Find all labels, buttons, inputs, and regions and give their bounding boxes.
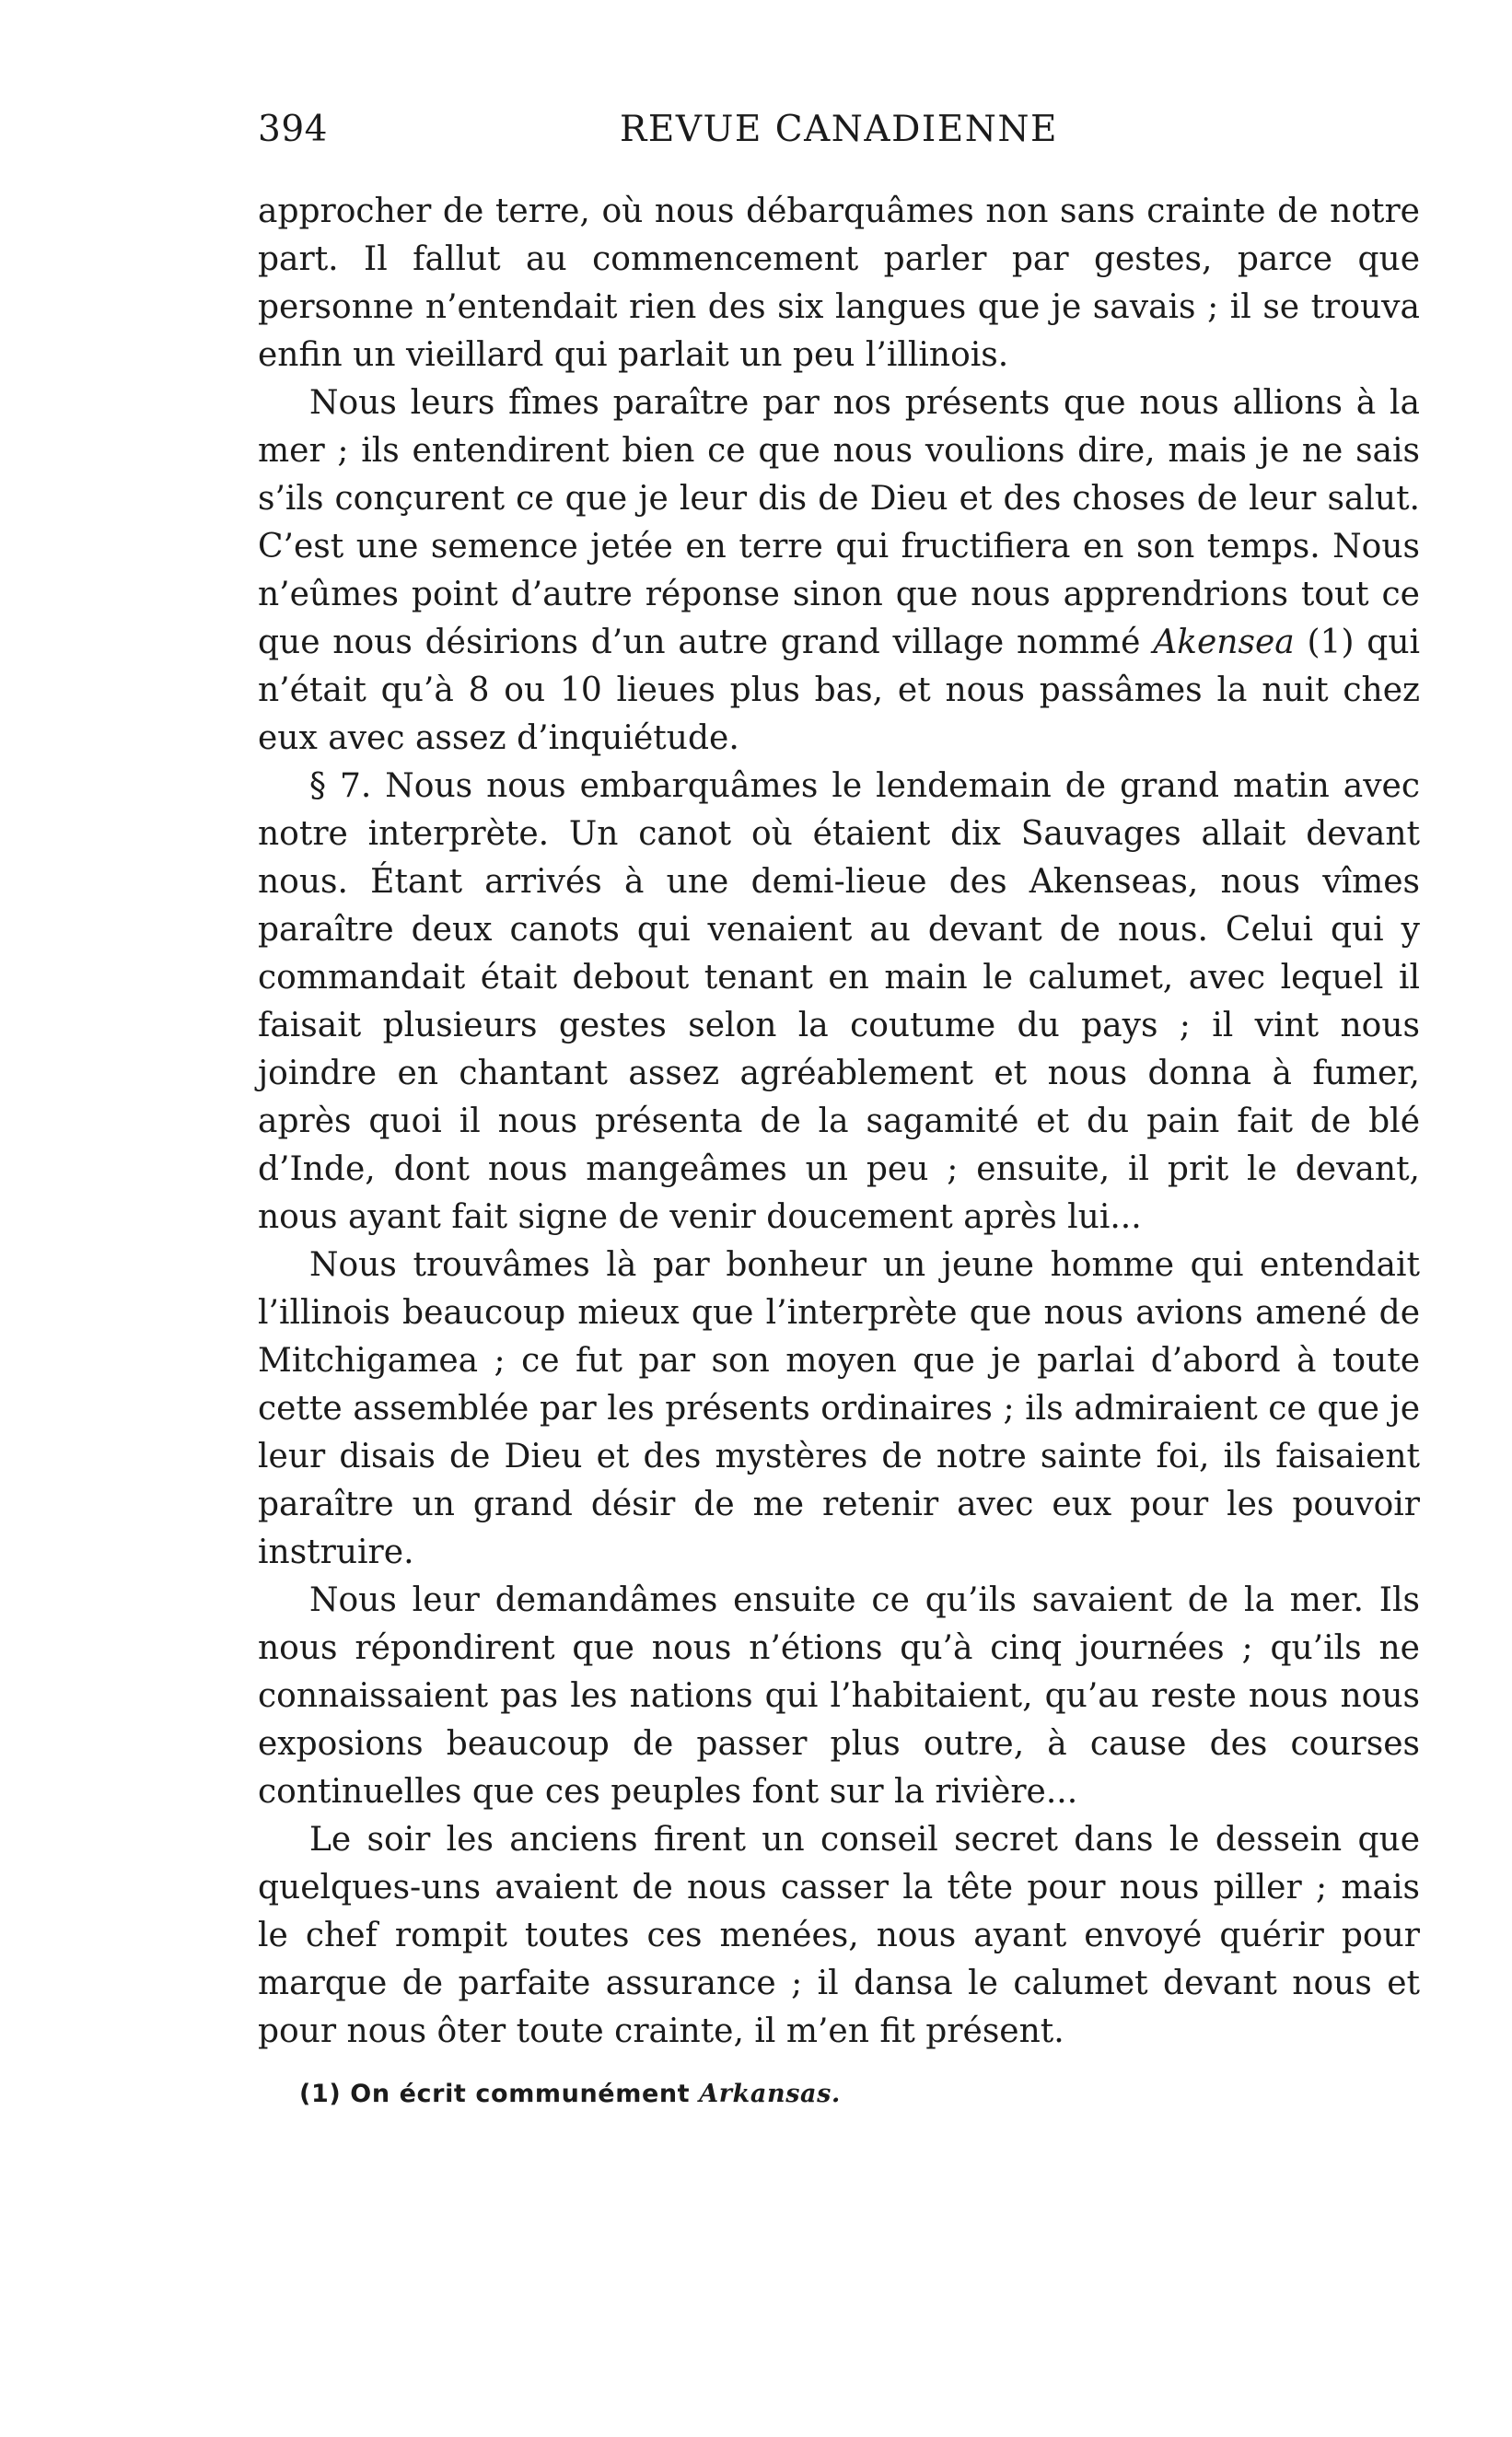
footnote	[299, 2076, 1420, 2113]
paragraph-2-text-after: (1) qui n’était qu’à 8 ou 10 lieues plus bas, et nous passâmes la nuit chez eux avec assez d’inquiétude.	[258, 624, 1421, 757]
footnote-italic-name: Arkansas.	[699, 2080, 841, 2108]
paragraph-5: Nous leur demandâmes ensuite ce qu’ils savaient de la mer. Ils nous répondirent que nous n’étions qu’à cinq journées ; qu’ils ne connaissaient pas les nations qui l’habitaient, qu’au reste nous nous exposions beaucoup de passer plus outre, à cause des courses continuelles que ces peuples font sur la rivière...	[258, 1581, 1420, 1811]
book-page	[258, 109, 1420, 2113]
page-number: 394	[258, 109, 328, 150]
paragraph-4: Nous trouvâmes là par bonheur un jeune homme qui entendait l’illinois beaucoup mieux que l’interprète que nous avions amené de Mitchigamea ; ce fut par son moyen que je parlai d’abord à toute cette assemblée par les présents ordinaires ; ils admiraient ce que je leur disais de Dieu et des mystères de notre sainte foi, ils faisaient paraître un grand désir de me retenir avec eux pour les pouvoir instruire.	[258, 1246, 1420, 1571]
paragraph-2-text-before: Nous leurs fîmes paraître par nos présents que nous allions à la mer ; ils entendirent bien ce que nous voulions dire, mais je ne sais s’ils conçurent ce que je leur dis de Dieu et des choses de leur salut. C’est une semence jetée en terre qui fructifiera en son temps. Nous n’eûmes point d’autre réponse sinon que nous apprendrions tout ce que nous désirions d’un autre grand village nommé	[258, 384, 1420, 661]
paragraph-2-italic-name: Akensea	[1153, 624, 1295, 661]
paragraph-6: Le soir les anciens firent un conseil secret dans le dessein que quelques-uns avaient de nous casser la tête pour nous piller ; mais le chef rompit toutes ces menées, nous ayant envoyé quérir pour marque de parfaite assurance ; il dansa le calumet devant nous et pour nous ôter toute crainte, il m’en fit présent.	[258, 1821, 1420, 2050]
page-header	[258, 109, 1420, 164]
paragraph-3: § 7. Nous nous embarquâmes le lendemain de grand matin avec notre interprète. Un canot où étaient dix Sauvages allait devant nous. Étant arrivés à une demi-lieue des Akenseas, nous vîmes paraître deux canots qui venaient au devant de nous. Celui qui y commandait était debout tenant en main le calumet, avec lequel il faisait plusieurs gestes selon la coutume du pays ; il vint nous joindre en chantant assez agréablement et nous donna à fumer, après quoi il nous présenta de la sagamité et du pain fait de blé d’Inde, dont nous mangeâmes un peu ; ensuite, il prit le devant, nous ayant fait signe de venir doucement après lui...	[258, 767, 1420, 1236]
paragraph-1: approcher de terre, où nous débarquâmes non sans crainte de notre part. Il fallut au commencement parler par gestes, parce que personne n’entendait rien des six langues que je savais ; il se trouva enfin un vieillard qui parlait un peu l’illinois.	[258, 192, 1420, 374]
running-head: REVUE CANADIENNE	[620, 109, 1058, 150]
body-text	[258, 188, 1420, 2056]
footnote-text: (1) On écrit communément	[299, 2080, 700, 2108]
paragraph-2	[258, 379, 1420, 763]
